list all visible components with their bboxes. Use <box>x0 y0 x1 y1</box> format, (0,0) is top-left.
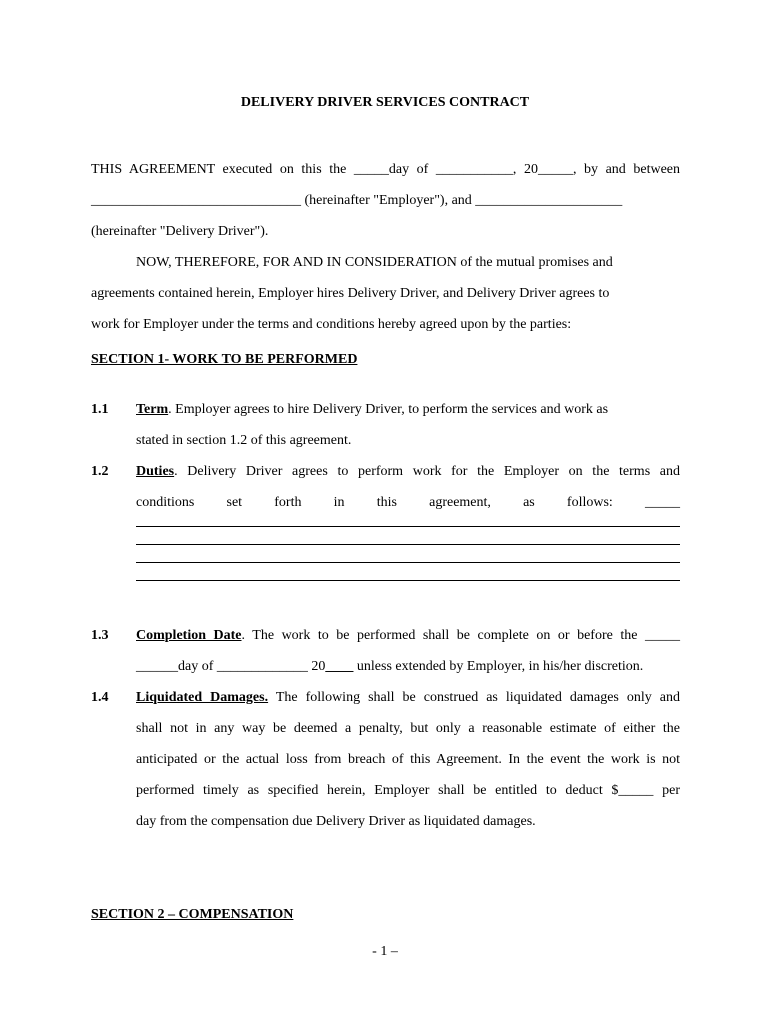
duties-blank-line-2 <box>136 544 680 545</box>
duties-blank-line-3 <box>136 562 680 563</box>
clause-1-2-label: Duties <box>136 464 175 479</box>
clause-1-4-line-2: shall not in any way be deemed a penalty, but only a reasonable estimate of either the <box>136 721 680 736</box>
consideration-line-1: NOW, THEREFORE, FOR AND IN CONSIDERATION of the mutual promises and <box>136 255 613 270</box>
employer-label: (hereinafter "Employer"), and <box>301 193 476 208</box>
clause-1-3-line-2: ______day of _____________ 20____ unless extended by Employer, in his/her discretion. <box>136 659 644 674</box>
driver-name-blank: _____________________ <box>475 193 623 208</box>
clause-1-4-line-4: performed timely as specified herein, Employer shall be entitled to deduct $_____ per <box>136 783 680 798</box>
clause-1-4-line-5: day from the compensation due Delivery Driver as liquidated damages. <box>136 814 536 829</box>
clause-1-2-line-1: Duties. Delivery Driver agrees to perform work for the Employer on the terms and <box>136 464 680 479</box>
intro-line-3: (hereinafter "Delivery Driver"). <box>91 224 269 239</box>
clause-1-3-line-1: Completion Date. The work to be performed shall be complete on or before the _____ <box>136 628 680 643</box>
clause-1-4-line-1: Liquidated Damages. The following shall be construed as liquidated damages only and <box>136 690 680 705</box>
section-2-heading: SECTION 2 – COMPENSATION <box>91 907 294 922</box>
intro-line-2 <box>91 193 622 209</box>
section-1-heading: SECTION 1- WORK TO BE PERFORMED <box>91 352 358 367</box>
intro-line-1: THIS AGREEMENT executed on this the _____day of ___________, 20_____, by and between <box>91 162 680 177</box>
clause-1-2-number: 1.2 <box>91 464 109 479</box>
consideration-line-2: agreements contained herein, Employer hires Delivery Driver, and Delivery Driver agrees to <box>91 286 610 301</box>
employer-name-blank: ______________________________ <box>91 193 301 208</box>
duties-blank-line-4 <box>136 580 680 581</box>
clause-1-1-line-2: stated in section 1.2 of this agreement. <box>136 433 352 448</box>
clause-1-1-label: Term <box>136 402 169 417</box>
clause-1-4-number: 1.4 <box>91 690 109 705</box>
clause-1-2-line-2: conditions set forth in this agreement, as follows: _____ <box>136 495 680 510</box>
clause-1-1-line-1: Term. Employer agrees to hire Delivery Driver, to perform the services and work as <box>136 402 609 417</box>
clause-1-4-label: Liquidated Damages. <box>136 690 269 705</box>
clause-1-3-number: 1.3 <box>91 628 109 643</box>
duties-blank-line-1 <box>136 526 680 527</box>
consideration-line-3: work for Employer under the terms and conditions hereby agreed upon by the parties: <box>91 317 572 332</box>
clause-1-4-line-3: anticipated or the actual loss from breach of this Agreement. In the event the work is not <box>136 752 680 767</box>
clause-1-3-label: Completion Date <box>136 628 242 643</box>
page-number: - 1 – <box>372 944 398 959</box>
clause-1-1-number: 1.1 <box>91 402 109 417</box>
document-title: DELIVERY DRIVER SERVICES CONTRACT <box>240 95 530 110</box>
